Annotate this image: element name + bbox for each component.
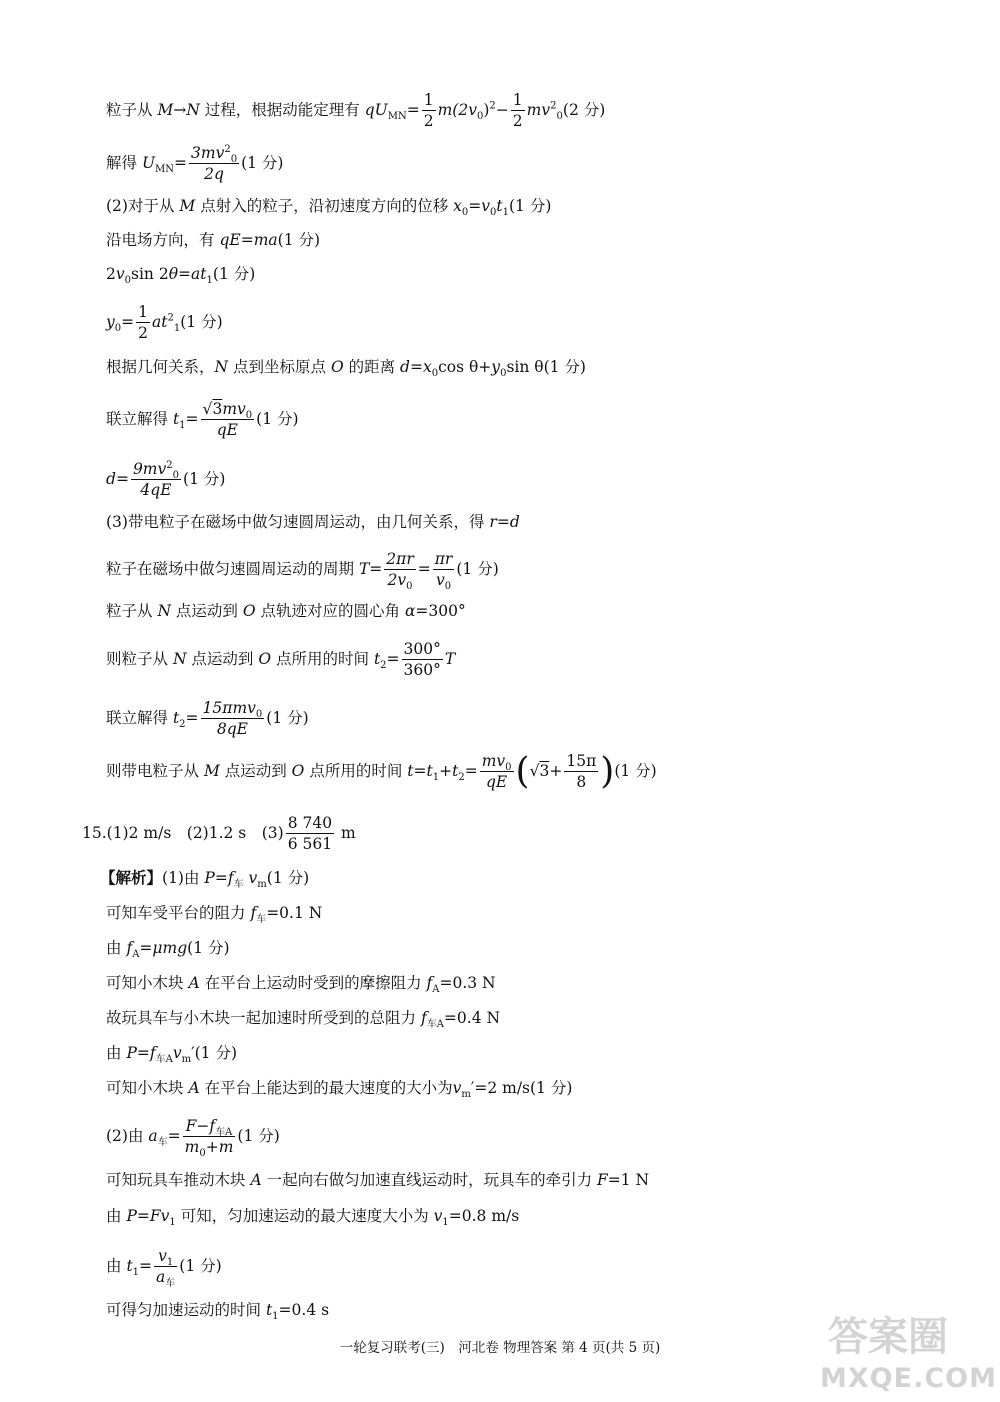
text-line-17: 【解析】(1)由 $P=f_车$ $v_m(1$ 分) (100, 868, 310, 891)
fraction-period-2: $\frac{\pi r}{v_0}$ (434, 550, 453, 593)
text-line-1: 粒子从 M→N 过程，根据动能定理有 $qU_{MN}=$ $\frac{1}{2}$ $m(2v_0)^2-$ $\frac{1}{2}$ $mv^2_0(2$ 分) (106, 91, 606, 131)
fraction-time: $\frac{v_1}{a_车}$ (156, 1247, 176, 1290)
text-line-6: $y_0=$ $\frac{1}{2}$ $at^2_1(1$ 分) (106, 303, 223, 343)
text-line-23: 可知小木块 A 在平台上能达到的最大速度的大小为$v_m'=2$ m/s(1 分) (106, 1079, 573, 1101)
question-15-answers: 15.(1)2 m/s (2)1.2 s (3) $\frac{8 740}{6 561}$ m (82, 814, 356, 854)
fraction-half: $\frac{1}{2}$ (512, 91, 523, 131)
text-line-22: 由 $P=f_{车A}v_m'(1$ 分) (106, 1044, 238, 1066)
text-line-2: 解得 $U_{MN}=$ $\frac{3mv^2_0}{2q}$ (1 分) (106, 143, 284, 184)
fraction-half: $\frac{1}{2}$ (138, 303, 149, 343)
fraction-umn: $\frac{3mv^2_0}{2q}$ (191, 143, 238, 184)
text-line-4: 沿电场方向，有 qE=ma(1 分) (106, 231, 321, 249)
text-line-8: 联立解得 $t_1=$ $\frac{√3mv_0}{qE}$ (1 分) (106, 400, 299, 440)
fraction-angle: $\frac{300^\circ}{360^\circ}$ (403, 640, 441, 680)
page-footer: 一轮复习联考(三) 河北卷 物理答案 第 4 页(共 5 页) (339, 1340, 661, 1356)
text-line-11: 粒子在磁场中做匀速圆周运动的周期 T= $\frac{2\pi r}{2v_0}$ = $\frac{\pi r}{v_0}$ (1 分) (106, 550, 499, 593)
text-line-26: 由 $P=Fv_1$ 可知，匀加速运动的最大速度大小为 $v_1=0.8$ m/s (106, 1207, 520, 1229)
text-line-15: 则带电粒子从 M 点运动到 O 点所用的时间 $t=t_1+t_2=$ $\frac{mv_0}{qE}$ (√3+ $\frac{15\pi}{8}$ )(1 分) (106, 750, 657, 792)
fraction-period-1: $\frac{2\pi r}{2v_0}$ (386, 550, 414, 593)
text-line-13: 则粒子从 N 点运动到 O 点所用的时间 $t_2=$ $\frac{300^\circ}{360^\circ}$ T (106, 640, 456, 680)
watermark-logo (818, 1305, 997, 1397)
text-line-5: $2v_0\sin$ $2\theta=at_1(1$ 分) (106, 265, 256, 287)
text-line-18: 可知车受平台的阻力 $f_车=0.1$ N (106, 904, 323, 926)
text-line-25: 可知玩具车推动木块 A 一起向右做匀加速直线运动时，玩具车的牵引力 F=1 N (106, 1171, 650, 1189)
watermark-top-text: 答案圈 (828, 1314, 948, 1360)
text-line-7: 根据几何关系，N 点到坐标原点 O 的距离 $d=x_0\cos$ $\theta+y_0\sin$ θ(1 分) (106, 358, 586, 380)
text-line-20: 可知小木块 A 在平台上运动时受到的摩擦阻力 $f_A=0.3$ N (106, 974, 496, 996)
analysis-label: 【解析】 (100, 868, 163, 887)
text-line-14: 联立解得 $t_2=$ $\frac{15\pi mv_0}{8qE}$ (1 分) (106, 699, 309, 739)
fraction-total-time: $\frac{mv_0}{qE}$ (481, 752, 512, 792)
fraction-15pi-8: $\frac{15\pi}{8}$ (566, 752, 597, 792)
text-line-12: 粒子从 N 点运动到 O 点轨迹对应的圆心角 α=300° (106, 602, 466, 620)
fraction-d: $\frac{9mv^2_0}{4qE}$ (132, 459, 180, 500)
watermark-bottom-text: MXQE.COM (820, 1363, 997, 1394)
text-line-27: 由 $t_1=$ $\frac{v_1}{a_车}$ (1 分) (106, 1247, 222, 1290)
text-line-21: 故玩具车与小木块一起加速时所受到的总阻力 $f_{车A}=0.4$ N (106, 1009, 501, 1031)
text-line-19: 由 $f_A=\mu mg(1$ 分) (106, 939, 230, 961)
text-line-3: (2)对于从 M 点射入的粒子，沿初速度方向的位移 $x_0=v_0t_1(1$ 分) (106, 197, 552, 219)
fraction-answer-3: $\frac{8 740}{6 561}$ (287, 814, 333, 854)
text-line-9: d= $\frac{9mv^2_0}{4qE}$ (1 分) (106, 459, 226, 500)
fraction-t2: $\frac{15\pi mv_0}{8qE}$ (202, 699, 263, 739)
fraction-half: $\frac{1}{2}$ (423, 91, 434, 131)
fraction-acceleration: $\frac{F-f_{车A}}{m_0+m}$ (184, 1117, 234, 1160)
fraction-t1: $\frac{√3mv_0}{qE}$ (202, 400, 253, 440)
text-line-28: 可得匀加速运动的时间 $t_1=0.4$ s (106, 1301, 330, 1323)
text-line-24: (2)由 $a_车=$ $\frac{F-f_{车A}}{m_0+m}$ (1 分) (106, 1117, 280, 1160)
text-line-10: (3)带电粒子在磁场中做匀速圆周运动，由几何关系，得 r=d (106, 513, 520, 531)
